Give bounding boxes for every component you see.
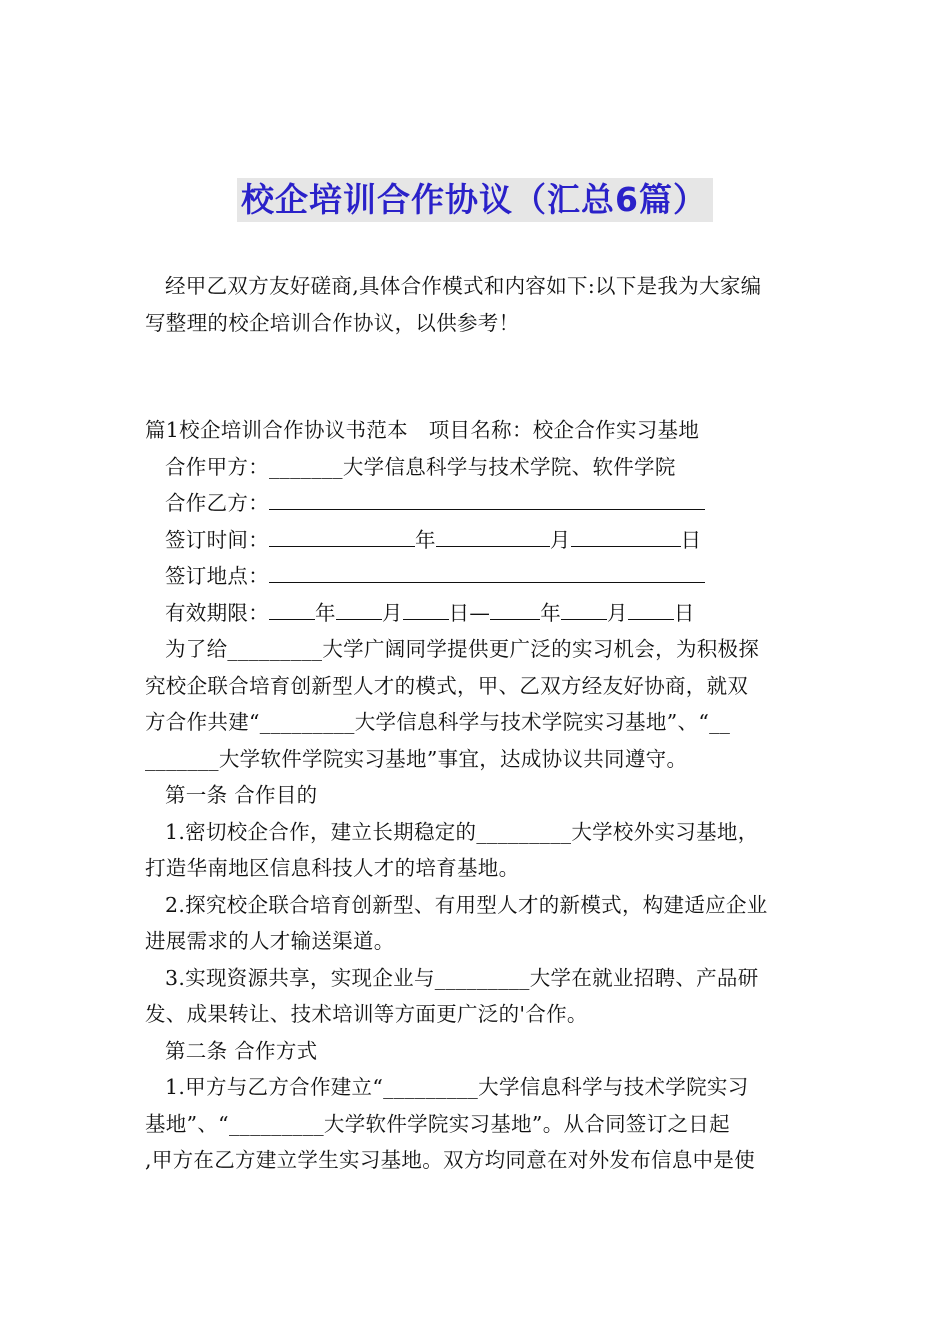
p1-text-d: 方合作共建“ [145, 710, 260, 734]
s2-item-1-line-1 [145, 1069, 810, 1106]
s1-1-text-b: 大学校外实习基地， [571, 819, 759, 844]
sign-place-label: 签订地点： [165, 564, 269, 588]
validity-end-month-blank [561, 597, 607, 620]
s1-2-text-b: 进展需求的人才输送渠道。 [145, 929, 395, 953]
sign-year-blank [269, 524, 415, 547]
validity-end-year-blank [490, 597, 540, 620]
paragraph-1-line-1 [145, 631, 810, 668]
validity-end-month-unit: 月 [607, 600, 628, 625]
document-title: 校企培训合作协议（汇总6篇） [237, 178, 713, 222]
validity-start-month-unit: 月 [381, 600, 403, 625]
party-b-row [145, 485, 810, 522]
s1-item-2-line-1 [145, 887, 810, 924]
paragraph-1-line-3 [145, 704, 810, 741]
p1-text-e: 大学信息科学与技术学院实习基地”、“ [354, 710, 710, 734]
sign-year-unit: 年 [415, 527, 436, 552]
s2-1-text-c: 基地”、“ [145, 1111, 229, 1136]
p1-blank-3b: _______ [145, 746, 219, 771]
party-a-blank: _______ [269, 454, 343, 479]
s2-item-1-line-3 [145, 1142, 810, 1179]
s1-3-text-c: 发、成果转让、技术培训等方面更广泛的'合作。 [145, 1002, 588, 1026]
validity-separator: 日— [448, 600, 491, 625]
paragraph-1-line-2 [145, 668, 810, 705]
sign-time-label: 签订时间： [165, 527, 269, 552]
paragraph-1-line-4 [145, 741, 810, 778]
s2-1-blank-2: _________ [228, 1111, 324, 1136]
intro-paragraph [145, 268, 810, 341]
sign-place-row [145, 558, 810, 595]
p1-blank-2: _________ [259, 710, 355, 734]
party-a-row [145, 449, 810, 486]
s2-item-1-line-2 [145, 1106, 810, 1143]
validity-label: 有效期限： [165, 600, 269, 625]
section-1-title [145, 777, 810, 814]
validity-row [145, 595, 810, 632]
s1-1-text-a: 1.密切校企合作，建立长期稳定的 [165, 819, 477, 844]
intro-line-1: 经甲乙双方友好磋商,具体合作模式和内容如下:以下是我为大家编 [165, 274, 762, 298]
intro-line-2: 写整理的校企培训合作协议，以供参考！ [145, 310, 520, 335]
validity-end-year-unit: 年 [540, 600, 562, 625]
s2-1-text-d: 大学软件学院实习基地”。从合同签订之日起 [323, 1111, 730, 1136]
s2-1-text-b: 大学信息科学与技术学院实习 [478, 1075, 749, 1099]
s2-1-blank-1: _________ [383, 1075, 479, 1099]
s1-3-blank: _________ [434, 965, 530, 990]
validity-end-day-unit: 日 [673, 600, 695, 625]
party-b-blank [269, 487, 705, 510]
sign-day-unit: 日 [680, 527, 702, 552]
p1-blank-1: _________ [227, 637, 323, 661]
s1-item-3-line-1 [145, 960, 810, 997]
validity-start-year-blank [269, 597, 315, 620]
title-container [0, 178, 950, 222]
validity-end-day-blank [628, 597, 674, 620]
s2-1-text-a: 1.甲方与乙方合作建立“ [165, 1075, 384, 1099]
sign-time-row [145, 522, 810, 559]
p1-text-c: 究校企联合培育创新型人才的模式，甲、乙双方经友好协商，就双 [145, 673, 749, 698]
s1-item-1-line-1 [145, 814, 810, 851]
section-1-title-text: 第一条 合作目的 [165, 783, 318, 807]
sign-month-blank [436, 524, 550, 547]
p1-text-f: 大学软件学院实习基地”事宜，达成协议共同遵守。 [218, 746, 688, 771]
p1-text-b: 大学广阔同学提供更广泛的实习机会，为积极探 [322, 637, 760, 661]
party-b-label: 合作乙方： [165, 491, 269, 515]
s1-item-1-line-2 [145, 850, 810, 887]
p1-blank-3a: __ [709, 710, 731, 734]
validity-start-year-unit: 年 [315, 600, 336, 625]
sign-month-unit: 月 [549, 527, 571, 552]
sign-day-blank [571, 524, 681, 547]
s1-item-3-line-2 [145, 996, 810, 1033]
section-2-title [145, 1033, 810, 1070]
s1-3-text-a: 3.实现资源共享，实现企业与 [165, 965, 435, 990]
p1-text-a: 为了给 [165, 637, 228, 661]
s1-3-text-b: 大学在就业招聘、产品研 [529, 965, 759, 990]
s1-2-text-a: 2.探究校企联合培育创新型、有用型人才的新模式，构建适应企业 [165, 892, 768, 917]
article-heading: 篇1校企培训合作协议书范本 项目名称：校企合作实习基地 [145, 418, 700, 442]
s1-item-2-line-2 [145, 923, 810, 960]
section-2-title-text: 第二条 合作方式 [165, 1038, 318, 1063]
party-a-label: 合作甲方： [165, 454, 269, 479]
party-a-value: 大学信息科学与技术学院、软件学院 [342, 454, 676, 479]
article-body [145, 412, 810, 1179]
sign-place-blank [269, 560, 705, 583]
s1-1-blank: _________ [476, 819, 572, 844]
s2-1-text-e: ,甲方在乙方建立学生实习基地。双方均同意在对外发布信息中是使 [145, 1148, 756, 1172]
validity-start-month-blank [336, 597, 382, 620]
s1-1-text-c: 打造华南地区信息科技人才的培育基地。 [145, 856, 520, 880]
validity-start-day-blank [403, 597, 449, 620]
